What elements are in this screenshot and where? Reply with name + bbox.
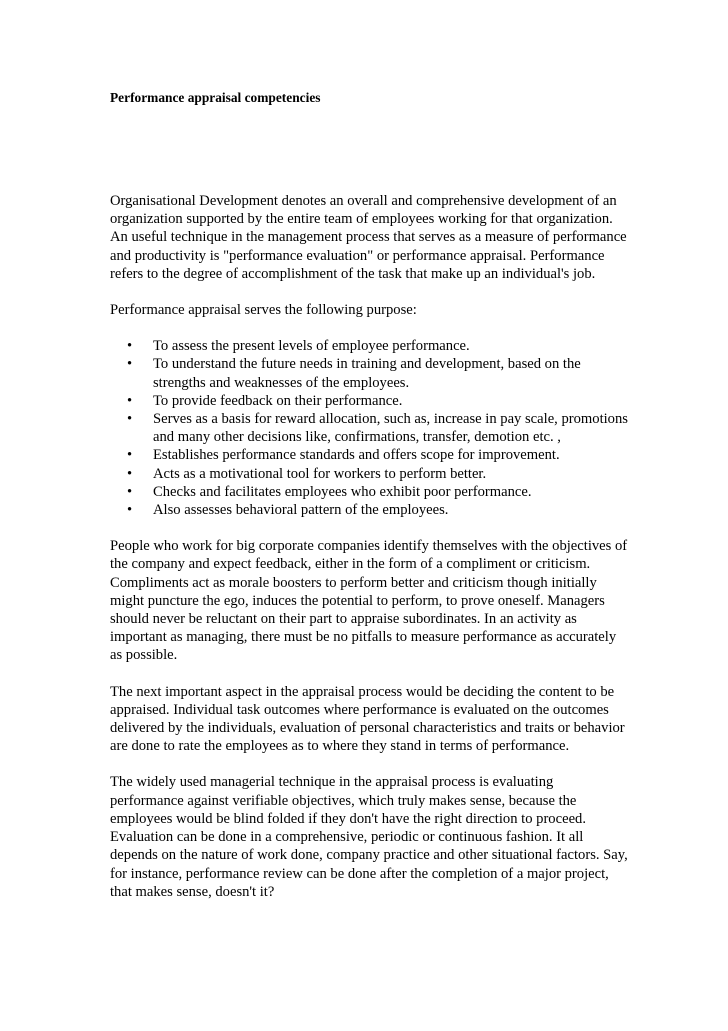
bullet-icon: • — [127, 338, 133, 355]
bullet-icon: • — [127, 483, 133, 500]
list-item — [127, 446, 630, 464]
list-item-text: Establishes performance standards and offers scope for improvement. — [153, 447, 560, 464]
list-item — [127, 465, 630, 483]
content-paragraph: The next important aspect in the appraisal process would be deciding the content to be appraised. Individual task outcomes where performance is evaluated on the outcomes delivered by the individuals, evaluation of personal characteristics and traits or behavior are done to rate the employees as to where they stand in terms of performance. — [110, 683, 625, 755]
list-item — [127, 410, 630, 446]
list-item-text: Acts as a motivational tool for workers to perform better. — [153, 465, 487, 482]
bullet-icon: • — [127, 392, 133, 409]
list-item-text: To provide feedback on their performance. — [153, 392, 403, 409]
list-item-text: Serves as a basis for reward allocation, such as, increase in pay scale, promotions and many other decisions like, confirmations, transfer, demotion etc. , — [153, 411, 628, 446]
bullet-icon: • — [127, 447, 133, 464]
purpose-list — [110, 337, 630, 519]
bullet-icon: • — [127, 411, 133, 428]
list-item — [127, 355, 630, 391]
list-item — [127, 337, 630, 355]
list-item-text: To assess the present levels of employee performance. — [153, 338, 470, 355]
list-item-text: Checks and facilitates employees who exhibit poor performance. — [153, 483, 532, 500]
list-item — [127, 392, 630, 410]
bullet-icon: • — [127, 502, 133, 519]
list-item — [127, 501, 630, 519]
page-title: Performance appraisal competencies — [110, 90, 321, 105]
corporate-paragraph: People who work for big corporate companies identify themselves with the objectives of the company and expect feedback, either in the form of a compliment or criticism. Compliments act as morale boosters to perform better and criticism though initially might puncture the ego, induces the potential to perform, to prove oneself. Managers should never be reluctant on their part to appraise subordinates. In an activity as important as managing, there must be no pitfalls to measure performance as accurately as possible. — [110, 538, 628, 664]
bullet-icon: • — [127, 356, 133, 373]
list-item — [127, 483, 630, 501]
purpose-lead-paragraph: Performance appraisal serves the following purpose: — [110, 302, 417, 319]
bullet-icon: • — [127, 465, 133, 482]
list-item-text: Also assesses behavioral pattern of the employees. — [153, 502, 449, 519]
list-item-text: To understand the future needs in training and development, based on the strengths and weaknesses of the employees. — [153, 356, 581, 391]
technique-paragraph: The widely used managerial technique in the appraisal process is evaluating performance against verifiable objectives, which truly makes sense, because the employees would be blind folded if they don't have the right direction to proceed. Evaluation can be done in a comprehensive, periodic or continuous fashion. It all depends on the nature of work done, company practice and other situational factors. Say, for instance, performance review can be done after the completion of a major project, that makes sense, doesn't it? — [110, 774, 628, 900]
document-body — [110, 192, 630, 919]
intro-paragraph: Organisational Development denotes an overall and comprehensive development of an organization supported by the entire team of employees working for that organization. An useful technique in the management process that serves as a measure of performance and productivity is "performance evaluation" or performance appraisal. Performance refers to the degree of accomplishment of the task that make up an individual's job. — [110, 193, 627, 282]
